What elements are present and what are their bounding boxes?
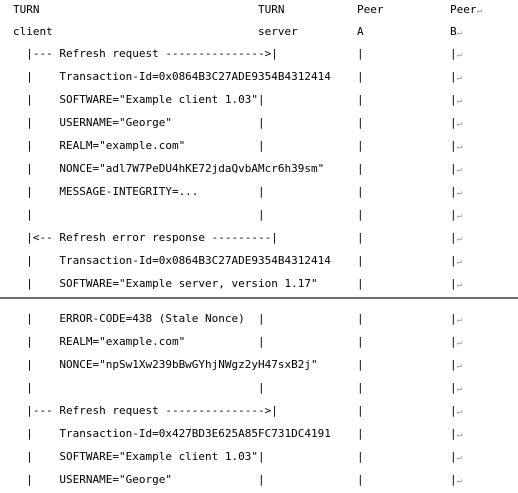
message-text: | SOFTWARE="Example client 1.03" xyxy=(13,93,259,106)
diagram-line xyxy=(0,203,518,226)
header-row-1 xyxy=(0,0,518,21)
paragraph-mark-icon: ↵ xyxy=(456,142,463,152)
header-peer-b-label: Peer↵ xyxy=(450,3,482,16)
diagram-line xyxy=(0,157,518,180)
lifeline-bar: | xyxy=(450,70,457,83)
message-text: | NONCE="adl7W7PeDU4hKE72jdaQvbAMcr6h39sm" xyxy=(13,162,325,175)
paragraph-mark-icon: ↵ xyxy=(456,28,463,38)
lifeline-bar: | xyxy=(450,93,457,106)
paragraph-mark-icon: ↵ xyxy=(456,407,463,417)
diagram-line xyxy=(0,422,518,445)
peer-a-lifeline: | xyxy=(357,450,364,463)
paragraph-mark-icon: ↵ xyxy=(456,476,463,486)
message-text: | REALM="example.com" xyxy=(13,335,186,348)
paragraph-mark-icon: ↵ xyxy=(456,188,463,198)
header-peer-a-label: Peer xyxy=(357,3,384,16)
message-text: | SOFTWARE="Example server, version 1.17" xyxy=(13,277,318,290)
server-lifeline: | xyxy=(258,139,265,152)
peer-b-lifeline xyxy=(450,399,462,424)
diagram-line xyxy=(0,111,518,134)
peer-b-lifeline xyxy=(450,88,462,113)
lifeline-bar: | xyxy=(450,335,457,348)
message-text: | xyxy=(13,208,33,221)
paragraph-mark-icon: ↵ xyxy=(456,315,463,325)
peer-a-lifeline: | xyxy=(357,185,364,198)
header-server-label: TURN xyxy=(258,3,285,16)
paragraph-mark-icon: ↵ xyxy=(456,257,463,267)
lifeline-bar: | xyxy=(450,277,457,290)
diagram-line xyxy=(0,65,518,88)
peer-a-lifeline: | xyxy=(357,404,364,417)
server-lifeline: | xyxy=(258,93,265,106)
message-text: | NONCE="npSw1Xw239bBwGYhjNWgz2yH47sxB2j" xyxy=(13,358,318,371)
peer-b-lifeline xyxy=(450,445,462,470)
lifeline-bar: | xyxy=(450,185,457,198)
server-lifeline: | xyxy=(258,381,265,394)
lifeline-bar: | xyxy=(450,116,457,129)
diagram-line xyxy=(0,307,518,330)
peer-a-lifeline: | xyxy=(357,70,364,83)
paragraph-mark-icon: ↵ xyxy=(456,50,463,60)
lifeline-bar: | xyxy=(450,47,457,60)
peer-b-lifeline xyxy=(450,376,462,401)
paragraph-mark-icon: ↵ xyxy=(456,119,463,129)
lifeline-bar: | xyxy=(450,358,457,371)
diagram-line xyxy=(0,88,518,111)
paragraph-mark-icon: ↵ xyxy=(456,361,463,371)
paragraph-mark-icon: ↵ xyxy=(456,234,463,244)
message-text: |--- Refresh request --------------->| xyxy=(13,404,278,417)
peer-a-lifeline: | xyxy=(357,427,364,440)
diagram-line xyxy=(0,249,518,272)
paragraph-mark-icon: ↵ xyxy=(456,453,463,463)
header-client-sublabel: client xyxy=(13,25,53,38)
server-lifeline: | xyxy=(258,473,265,486)
peer-a-lifeline: | xyxy=(357,473,364,486)
peer-a-lifeline: | xyxy=(357,231,364,244)
message-text: | USERNAME="George" xyxy=(13,473,172,486)
peer-a-lifeline: | xyxy=(357,93,364,106)
peer-a-lifeline: | xyxy=(357,47,364,60)
lifeline-bar: | xyxy=(450,254,457,267)
peer-b-lifeline xyxy=(450,157,462,182)
peer-b-lifeline xyxy=(450,353,462,378)
peer-b-lifeline xyxy=(450,226,462,251)
server-lifeline: | xyxy=(258,185,265,198)
lifeline-bar: | xyxy=(450,208,457,221)
peer-a-lifeline: | xyxy=(357,116,364,129)
paragraph-mark-icon: ↵ xyxy=(456,338,463,348)
message-text: | Transaction-Id=0x427BD3E625A85FC731DC4191 xyxy=(13,427,331,440)
paragraph-mark-icon: ↵ xyxy=(456,384,463,394)
peer-b-lifeline xyxy=(450,468,462,493)
peer-a-lifeline: | xyxy=(357,358,364,371)
lifeline-bar: | xyxy=(450,139,457,152)
lifeline-bar: | xyxy=(450,404,457,417)
lifeline-bar: | xyxy=(450,231,457,244)
paragraph-mark-icon: ↵ xyxy=(476,6,482,16)
peer-a-lifeline: | xyxy=(357,277,364,290)
peer-a-lifeline: | xyxy=(357,254,364,267)
lifeline-bar: | xyxy=(450,381,457,394)
message-text: |<-- Refresh error response ---------| xyxy=(13,231,278,244)
diagram-line xyxy=(0,272,518,295)
peer-b-lifeline xyxy=(450,422,462,447)
header-row-2 xyxy=(0,20,518,43)
peer-a-lifeline: | xyxy=(357,208,364,221)
message-text: | REALM="example.com" xyxy=(13,139,186,152)
lifeline-bar: | xyxy=(450,450,457,463)
lifeline-bar: | xyxy=(450,427,457,440)
header-peer-a-sublabel: A xyxy=(357,25,364,38)
message-text: | ERROR-CODE=438 (Stale Nonce) xyxy=(13,312,245,325)
paragraph-mark-icon: ↵ xyxy=(456,73,463,83)
server-lifeline: | xyxy=(258,116,265,129)
server-lifeline: | xyxy=(258,450,265,463)
page-break-line xyxy=(0,297,518,299)
peer-b-lifeline xyxy=(450,203,462,228)
server-lifeline: | xyxy=(258,312,265,325)
peer-a-lifeline: | xyxy=(357,139,364,152)
paragraph-mark-icon: ↵ xyxy=(456,430,463,440)
message-text: | Transaction-Id=0x0864B3C27ADE9354B4312414 xyxy=(13,70,331,83)
peer-b-lifeline xyxy=(450,272,462,297)
diagram-line xyxy=(0,42,518,65)
paragraph-mark-icon: ↵ xyxy=(456,96,463,106)
paragraph-mark-icon: ↵ xyxy=(456,280,463,290)
message-text: | USERNAME="George" xyxy=(13,116,172,129)
peer-b-lifeline xyxy=(450,249,462,274)
lifeline-bar: | xyxy=(450,162,457,175)
message-text: | SOFTWARE="Example client 1.03" xyxy=(13,450,259,463)
peer-b-lifeline xyxy=(450,111,462,136)
lifeline-bar: | xyxy=(450,312,457,325)
diagram-line xyxy=(0,180,518,203)
message-text: | xyxy=(13,381,33,394)
message-text: | Transaction-Id=0x0864B3C27ADE9354B4312414 xyxy=(13,254,331,267)
lifeline-bar: | xyxy=(450,473,457,486)
paragraph-mark-icon: ↵ xyxy=(456,165,463,175)
peer-a-lifeline: | xyxy=(357,335,364,348)
diagram-line xyxy=(0,134,518,157)
message-text: |--- Refresh request --------------->| xyxy=(13,47,278,60)
server-lifeline: | xyxy=(258,208,265,221)
peer-b-lifeline xyxy=(450,65,462,90)
header-server-sublabel: server xyxy=(258,25,298,38)
header-client-label: TURN xyxy=(13,3,40,16)
peer-b-lifeline xyxy=(450,42,462,67)
peer-b-lifeline xyxy=(450,180,462,205)
diagram-line xyxy=(0,445,518,468)
header-peer-b-sublabel: B↵ xyxy=(450,25,463,38)
diagram-line xyxy=(0,330,518,353)
paragraph-mark-icon: ↵ xyxy=(456,211,463,221)
peer-b-lifeline xyxy=(450,134,462,159)
peer-a-lifeline: | xyxy=(357,381,364,394)
diagram-line xyxy=(0,399,518,422)
peer-a-lifeline: | xyxy=(357,312,364,325)
peer-b-lifeline xyxy=(450,330,462,355)
message-text: | MESSAGE-INTEGRITY=... xyxy=(13,185,199,198)
diagram-line xyxy=(0,226,518,249)
peer-b-lifeline xyxy=(450,307,462,332)
diagram-line xyxy=(0,376,518,399)
server-lifeline: | xyxy=(258,335,265,348)
diagram-line xyxy=(0,353,518,376)
peer-a-lifeline: | xyxy=(357,162,364,175)
